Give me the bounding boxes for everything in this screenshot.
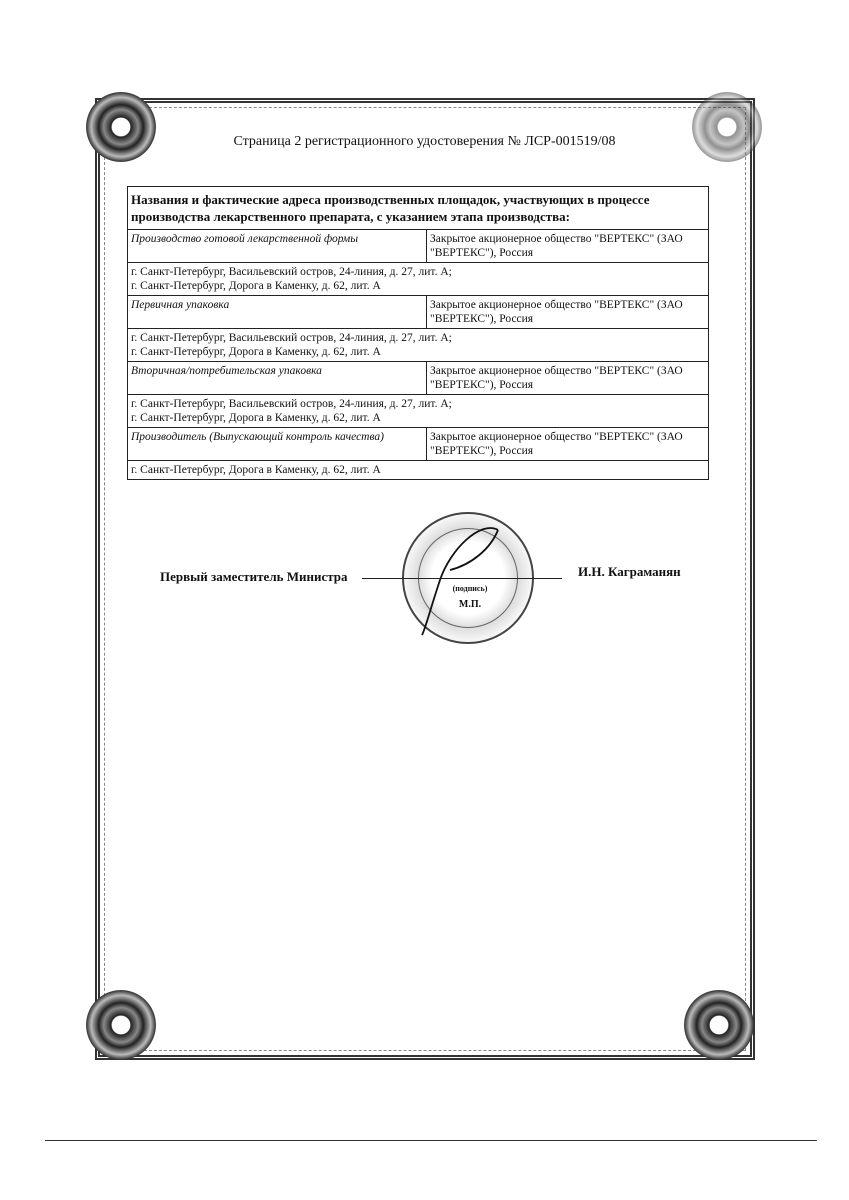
address-cell [128,329,709,362]
table-row [128,362,709,395]
address-line: г. Санкт-Петербург, Васильевский остров, 24-линия, д. 27, лит. А; [131,332,452,344]
address-line: г. Санкт-Петербург, Дорога в Каменку, д. 62, лит. А [131,346,381,358]
address-row [128,395,709,428]
table-row [128,230,709,263]
table-row [128,428,709,461]
address-line: г. Санкт-Петербург, Дорога в Каменку, д. 62, лит. А [131,412,381,424]
signature-line [362,578,562,579]
address-cell [128,263,709,296]
address-row [128,461,709,480]
corner-rosette-top-left [86,92,156,162]
corner-rosette-top-right [692,92,762,162]
address-line: г. Санкт-Петербург, Васильевский остров, 24-линия, д. 27, лит. А; [131,266,452,278]
table-row [128,296,709,329]
company-cell: Закрытое акционерное общество "ВЕРТЕКС" (ЗАО "ВЕРТЕКС"), Россия [427,362,709,395]
page-header: Страница 2 регистрационного удостоверения № ЛСР-001519/08 [233,134,616,149]
address-line: г. Санкт-Петербург, Дорога в Каменку, д. 62, лит. А [131,280,381,292]
scan-edge-line [45,1140,817,1141]
signature-caption: (подпись) [452,584,488,593]
seal-place-label: М.П. [458,599,482,610]
address-line: г. Санкт-Петербург, Дорога в Каменку, д. 62, лит. А [131,464,381,476]
company-cell: Закрытое акционерное общество "ВЕРТЕКС" (ЗАО "ВЕРТЕКС"), Россия [427,428,709,461]
company-cell: Закрытое акционерное общество "ВЕРТЕКС" (ЗАО "ВЕРТЕКС"), Россия [427,296,709,329]
signatory-role: Первый заместитель Министра [160,569,348,584]
company-cell: Закрытое акционерное общество "ВЕРТЕКС" (ЗАО "ВЕРТЕКС"), Россия [427,230,709,263]
stage-cell: Производство готовой лекарственной формы [128,230,427,263]
address-cell [128,461,709,480]
address-line: г. Санкт-Петербург, Васильевский остров, 24-линия, д. 27, лит. А; [131,398,452,410]
production-sites-table [127,186,709,480]
signatory-name: И.Н. Каграманян [578,564,681,579]
address-row [128,329,709,362]
stage-cell: Вторичная/потребительская упаковка [128,362,427,395]
handwritten-signature [410,520,510,640]
address-row [128,263,709,296]
address-cell [128,395,709,428]
stage-cell: Производитель (Выпускающий контроль качества) [128,428,427,461]
corner-rosette-bottom-left [86,990,156,1060]
corner-rosette-bottom-right [684,990,754,1060]
stage-cell: Первичная упаковка [128,296,427,329]
table-title: Названия и фактические адреса производственных площадок, участвующих в процессе производства лекарственного препарата, с указанием этапа производства: [128,187,709,230]
